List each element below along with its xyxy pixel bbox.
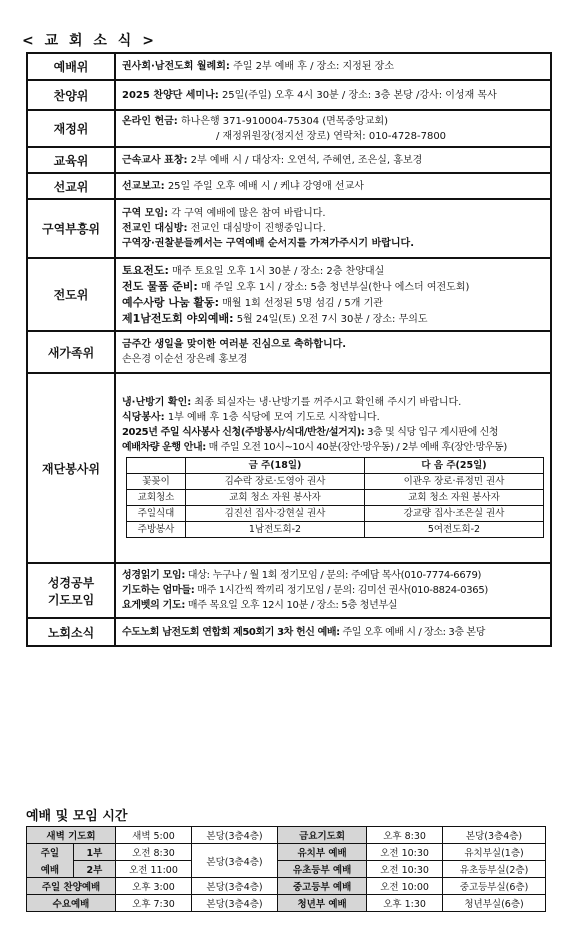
schedule-time: 새벽 5:00 [116,827,192,844]
duty-header-row [127,458,544,474]
news-row-service [27,373,551,563]
category-label: 재정위 [27,110,115,147]
duty-next: 교회 청소 자원 봉사자 [365,490,544,506]
item-text: 매주 1시간씩 짝끼리 정기모임 / 문의: 김미선 권사(010-8824-0365) [194,585,488,596]
schedule-place: 본당(3층4층) [191,827,277,844]
schedule-label: 2부 [73,861,115,878]
schedule-time: 오후 3:00 [116,878,192,895]
news-row-evangelism [27,258,551,331]
item-text: 매 주일 오전 10시~10시 40분(장안·망우동) / 2부 예배 후(장안·망우동) [205,442,507,453]
schedule-label: 새벽 기도회 [27,827,116,844]
schedule-row [27,895,546,912]
schedule-time: 오전 10:30 [367,861,443,878]
schedule-label: 수요예배 [27,895,116,912]
item-lead: 토요전도: [122,263,169,277]
item-text: 매주 목요일 오후 12시 10분 / 장소: 5층 청년부실 [185,600,398,611]
news-row-education [27,147,551,173]
item-text: / 재정위원장(정지선 장로) 연락처: 010-4728-7800 [216,130,447,142]
duty-next: 이관우 장로·류정민 권사 [365,474,544,490]
item-lead: 2025 찬양단 세미나: [122,89,219,101]
item-text: 매주 토요일 오후 1시 30분 / 장소: 2층 찬양대실 [168,265,385,277]
item-lead: 전도 물품 준비: [122,279,198,293]
duty-label: 꽃꽂이 [127,474,186,490]
schedule-row [27,844,546,861]
item-text: 손은경 이순선 장은례 홍보경 [122,354,248,365]
duty-label: 주일식대 [127,506,186,522]
news-row-finance [27,110,551,147]
item-text: 2부 예배 시 / 대상자: 오연석, 주혜연, 조은실, 홍보경 [187,154,423,166]
schedule-label: 1부 [73,844,115,861]
news-row-mission [27,173,551,199]
duty-row [127,506,544,522]
item-text: 매 주일 오후 1시 / 장소: 5층 청년부실(한나 에스더 여전도회) [197,281,470,293]
schedule-label: 주일 찬양예배 [27,878,116,895]
item-text: 최종 퇴실자는 냉·난방기를 꺼주시고 확인해 주시기 바랍니다. [191,397,462,408]
duty-this: 김진선 집사·강현실 권사 [186,506,365,522]
duty-this: 김수락 장로·도영아 권사 [186,474,365,490]
category-label: 성경공부 [47,575,95,590]
item-text: 주일 2부 예배 후 / 장소: 지정된 장소 [229,61,395,72]
category-label: 선교위 [27,173,115,199]
item-lead: 냉·난방기 확인: [122,397,192,408]
item-lead: 선교보고: [122,180,165,192]
duty-header-next-week: 다 음 주(25일) [365,458,544,474]
schedule-label: 예배 [27,861,74,878]
item-lead: 구역 모임: [122,208,169,219]
item-text: 대상: 누구나 / 월 1회 정기모임 / 문의: 주예담 목사(010-7774-6679) [185,570,482,581]
item-lead: 요게벳의 기도: [122,600,186,611]
category-label: 구역부흥위 [27,199,115,258]
schedule-place: 본당(3층4층) [191,844,277,878]
schedule-place: 청년부실(6층) [443,895,546,912]
item-lead: 권사회·남전도회 월례회: [122,61,230,72]
schedule-time: 오후 1:30 [367,895,443,912]
item-lead: 성경읽기 모임: [122,570,186,581]
duty-label: 교회청소 [127,490,186,506]
duty-next: 5여전도회-2 [365,522,544,538]
service-duty-table [126,457,544,538]
duty-row [127,474,544,490]
schedule-label: 주일 [27,844,74,861]
schedule-place: 유치부실(1층) [443,844,546,861]
item-lead: 온라인 헌금: [122,115,178,127]
schedule-label: 유초등부 예배 [278,861,367,878]
news-row-worship [27,53,551,80]
schedule-place: 중고등부실(6층) [443,878,546,895]
duty-row [127,490,544,506]
item-text: 25일 주일 오후 예배 시 / 케냐 강영애 선교사 [164,180,364,192]
item-lead: 구역장·권찰분들께서는 구역예배 순서지를 가져가주시기 바랍니다. [122,238,415,249]
item-text: 3층 및 식당 입구 게시판에 신청 [364,427,499,438]
schedule-time: 오전 10:30 [367,844,443,861]
duty-header-this-week: 금 주(18일) [186,458,365,474]
item-lead: 전교인 대심방: [122,223,188,234]
duty-this: 1남전도회-2 [186,522,365,538]
category-label: 노회소식 [27,618,115,646]
item-lead: 예수사랑 나눔 활동: [122,295,220,309]
duty-row [127,522,544,538]
item-text: 각 구역 예배에 많은 참여 바랍니다. [168,208,326,219]
item-lead: 2025년 주일 식사봉사 신청(주방봉사/식대/반찬/설거지): [122,427,365,438]
schedule-time: 오후 8:30 [367,827,443,844]
duty-this: 교회 청소 자원 봉사자 [186,490,365,506]
item-text: 전교인 대심방이 진행중입니다. [187,223,326,234]
schedule-place: 본당(3층4층) [191,895,277,912]
item-text: 25일(주일) 오후 4시 30분 / 장소: 3층 본당 /강사: 이성재 목사 [218,89,497,101]
schedule-row [27,827,546,844]
church-news-table [26,52,552,647]
item-lead: 수도노회 남전도회 연합회 제50회기 3차 헌신 예배: [122,626,340,638]
schedule-row [27,878,546,895]
schedule-place: 본당(3층4층) [191,878,277,895]
category-label: 교육위 [27,147,115,173]
schedule-title: 예배 및 모임 시간 [26,809,128,824]
schedule-place: 본당(3층4층) [443,827,546,844]
category-label: 전도위 [27,258,115,331]
news-row-newfamily [27,331,551,373]
schedule-place: 유초등부실(2층) [443,861,546,878]
page-title: < 교 회 소 식 > [22,33,157,49]
category-label: 재단봉사위 [27,373,115,563]
category-label: 기도모임 [47,592,95,607]
item-lead: 금주간 생일을 맞이한 여러분 진심으로 축하합니다. [122,339,347,350]
duty-label: 주방봉사 [127,522,186,538]
schedule-time: 오후 7:30 [116,895,192,912]
duty-next: 강교량 집사·조은실 권사 [365,506,544,522]
category-label: 찬양위 [27,80,115,110]
item-text: 매월 1회 선정된 5명 섬김 / 5개 기관 [219,297,383,309]
schedule-label: 청년부 예배 [278,895,367,912]
item-lead: 근속교사 표창: [122,154,188,166]
schedule-table [26,826,546,912]
schedule-time: 오전 10:00 [367,878,443,895]
schedule-row [27,861,546,878]
news-row-choir [27,80,551,110]
schedule-label: 중고등부 예배 [278,878,367,895]
item-lead: 식당봉사: [122,412,165,423]
category-label: 예배위 [27,53,115,80]
item-lead: 기도하는 엄마들: [122,585,195,596]
item-text: 주일 오후 예배 시 / 장소: 3층 본당 [339,626,485,638]
item-text: 1부 예배 후 1층 식당에 모여 기도로 시작합니다. [164,412,380,423]
schedule-time: 오전 11:00 [116,861,192,878]
item-lead: 예배차량 운행 안내: [122,442,206,453]
schedule-time: 오전 8:30 [116,844,192,861]
news-row-elder [27,618,551,646]
news-row-bible [27,563,551,618]
item-text: 5월 24일(토) 오전 7시 30분 / 장소: 무의도 [233,313,428,325]
schedule-label: 금요기도회 [278,827,367,844]
item-lead: 제1남전도회 야외예배: [122,311,234,325]
item-text: 하나은행 371-910004-75304 (면목중앙교회) [177,115,389,127]
schedule-label: 유치부 예배 [278,844,367,861]
category-label: 새가족위 [27,331,115,373]
news-row-district [27,199,551,258]
